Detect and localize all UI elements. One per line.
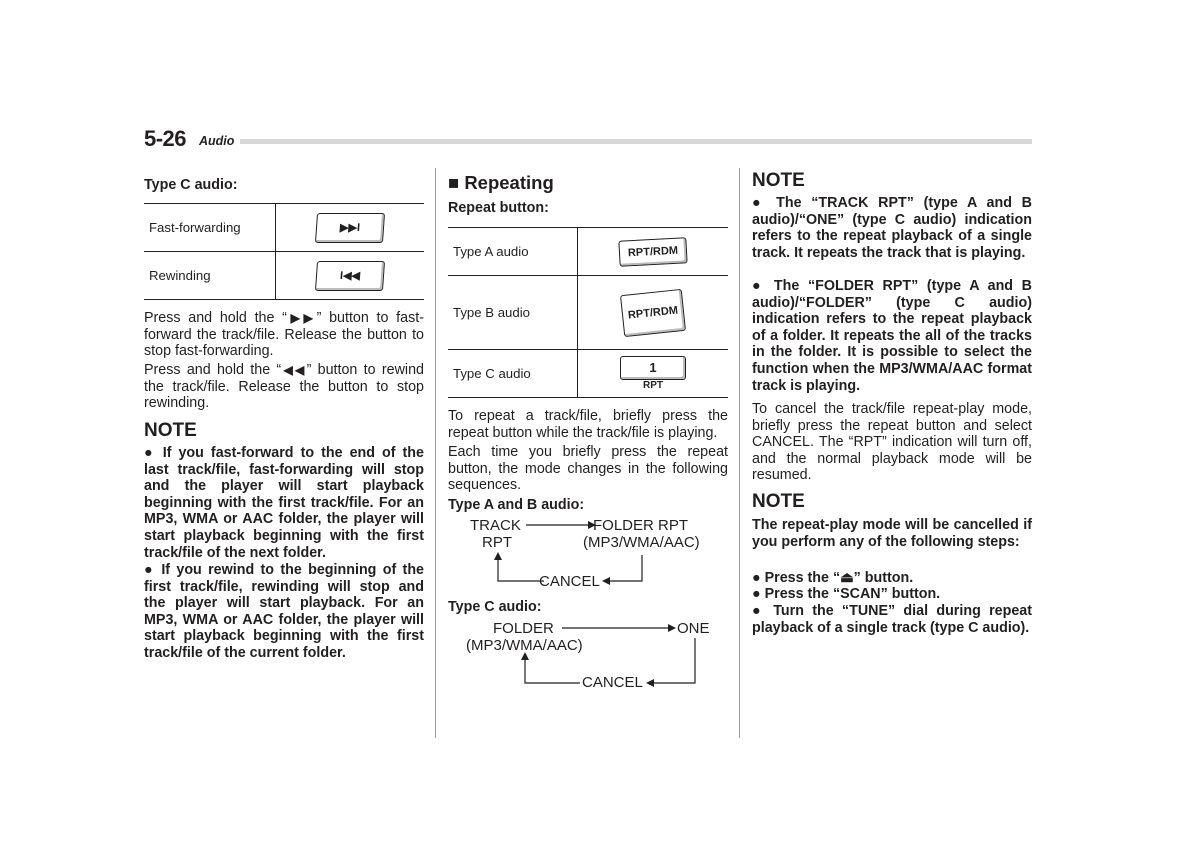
column-divider (435, 168, 436, 738)
repeat-button-table (448, 227, 728, 398)
flow-track: TRACK (470, 517, 521, 534)
text: Press and hold the “ (144, 310, 287, 326)
fast-forward-glyph-icon: ▶▶ (286, 311, 317, 325)
rpt-button-group (620, 356, 686, 391)
arrowhead (646, 679, 654, 687)
table-row (448, 228, 728, 276)
text: ” button. (853, 570, 914, 586)
flow-folder: FOLDER (493, 620, 554, 637)
fast-forward-table (144, 203, 424, 300)
fast-forward-paragraph (144, 310, 424, 360)
type-ab-heading: Type A and B audio: (448, 497, 585, 513)
fast-forward-button-icon: ▶▶I (315, 213, 385, 243)
text: ● Press the “ (752, 570, 841, 586)
rpt-rdm-button-icon: RPT/RDM (618, 237, 687, 267)
type-c-heading: Type C audio: (144, 177, 238, 193)
repeat-one-button-icon: 1 (620, 356, 686, 380)
text: ” button to rewind the track/file. Release the button to stop rewinding. (144, 362, 424, 412)
page-number: 5-26 (144, 126, 187, 151)
text: Press and hold the “ (144, 362, 282, 378)
flow-mp3-wma-aac: (MP3/WMA/AAC) (466, 637, 583, 654)
column-divider (739, 168, 740, 738)
rewind-glyph-icon: ◀◀ (281, 363, 307, 377)
note-item: ● The “FOLDER RPT” (type A and B audio)/“FOLDER” (type C audio) indication refers to the repeat playback of a folder. It repeats the all of the tracks in the folder. It is possible to select the function when the MP3/WMA/AAC format track is playing. (752, 278, 1032, 394)
repeating-heading: ■ Repeating (448, 172, 554, 193)
flow-mp3-wma-aac: (MP3/WMA/AAC) (583, 534, 700, 551)
eject-icon: ⏏ (840, 570, 854, 586)
arrow-line (610, 555, 642, 581)
arrowhead (668, 624, 676, 632)
arrowhead (494, 552, 502, 560)
table-cell-image (578, 276, 729, 350)
note-intro: The repeat-play mode will be cancelled if you perform any of the following steps: (752, 517, 1032, 550)
arrow-line (525, 660, 580, 683)
table-cell-label: Rewinding (144, 252, 276, 300)
section-title: Audio (199, 134, 235, 148)
note-bullet-tune: ● Turn the “TUNE” dial during repeat playback of a single track (type C audio). (752, 603, 1032, 636)
table-row (144, 252, 424, 300)
table-cell-image (276, 204, 425, 252)
arrow-line (654, 638, 695, 683)
note-bullet-eject (752, 570, 1032, 587)
repeat-button-subheading: Repeat button: (448, 200, 549, 216)
flow-one: ONE (677, 620, 710, 637)
note-item: ● If you rewind to the beginning of the first track/file, rewinding will stop and the player will start playback. For an MP3, WMA or AAC folder, the player will start playback beginning with the first track/file of the current folder. (144, 562, 424, 661)
rewind-paragraph (144, 362, 424, 412)
cancel-repeat-paragraph: To cancel the track/file repeat-play mode, briefly press the repeat button and select CANCEL. The “RPT” indication will turn off, and the normal playback mode will be resumed. (752, 401, 1032, 484)
repeat-sequence-intro: Each time you briefly press the repeat button, the mode changes in the following sequences. (448, 444, 728, 494)
header-rule (240, 139, 1032, 144)
table-row (448, 276, 728, 350)
note-heading: NOTE (144, 420, 197, 441)
flow-folder-rpt: FOLDER RPT (593, 517, 689, 534)
rpt-label: RPT (643, 380, 663, 391)
rewind-button-icon: I◀◀ (315, 261, 385, 291)
table-cell-image (276, 252, 425, 300)
flow-cancel: CANCEL (582, 674, 643, 691)
note-bullet-scan: ● Press the “SCAN” button. (752, 586, 941, 602)
table-row (448, 350, 728, 398)
table-cell-label: Type C audio (448, 350, 578, 398)
rpt-rdm-button-icon: RPT/RDM (620, 288, 686, 336)
type-c-flow-heading: Type C audio: (448, 599, 542, 615)
note-item: ● The “TRACK RPT” (type A and B audio)/“ONE” (type C audio) indication refers to the repeat playback of a single track. It repeats the track that is playing. (752, 195, 1032, 261)
arrow-line (498, 560, 544, 581)
note-heading: NOTE (752, 170, 805, 191)
repeat-instructions: To repeat a track/file, briefly press the repeat button while the track/file is playing. (448, 408, 728, 441)
arrowhead (602, 577, 610, 585)
table-cell-label: Type B audio (448, 276, 578, 350)
note-item: ● If you fast-forward to the end of the last track/file, fast-forwarding will stop and the player will start playback beginning with the first track/file. For an MP3, WMA or AAC folder, the player will start playback beginning with the first track/file of the next folder. (144, 445, 424, 561)
table-cell-label: Fast-forwarding (144, 204, 276, 252)
note-heading: NOTE (752, 491, 805, 512)
table-cell-image (578, 228, 729, 276)
flow-rpt: RPT (482, 534, 512, 551)
flow-cancel: CANCEL (539, 573, 600, 590)
text: ” button to fast-forward the track/file. Release the button to stop fast-forwarding. (144, 310, 424, 360)
table-cell-image (578, 350, 729, 398)
table-row (144, 204, 424, 252)
table-cell-label: Type A audio (448, 228, 578, 276)
